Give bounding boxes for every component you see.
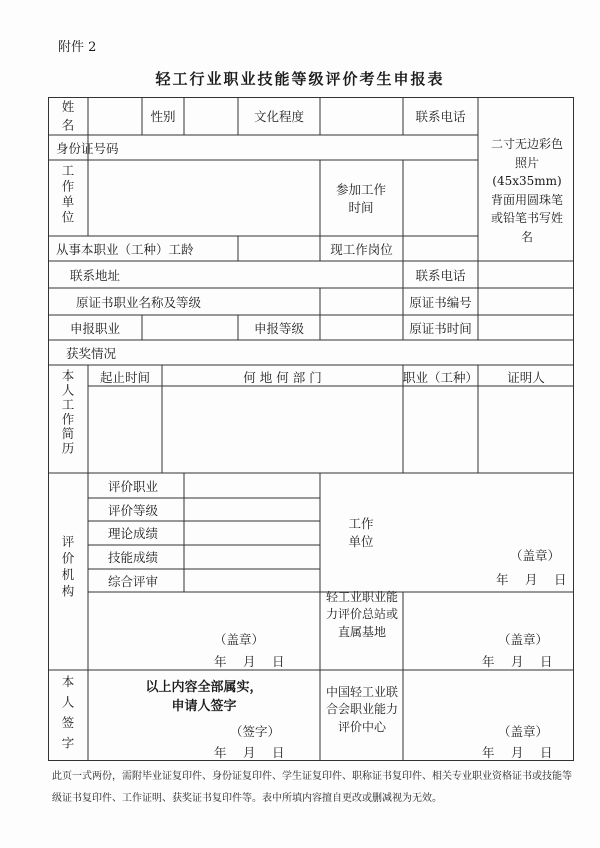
- footnote: 此页一式两份，需附毕业证复印件、身份证复印件、学生证复印件、职称证书复印件、相关专业职业资格证书或技能等级证书复印件、工作证明、获奖证书复印件等。表中所填内容擅自更改或删减视为无效。: [52, 771, 572, 804]
- declaration-line-2: 申请人签字: [171, 699, 237, 714]
- label-occupation: 职业（工种）: [403, 370, 479, 385]
- date-eval-org: 年 月 日: [214, 654, 285, 669]
- date-work-unit: 年 月 日: [496, 572, 567, 587]
- seal-center: （盖章）: [498, 724, 549, 739]
- label-work-unit: 工作单位: [60, 164, 75, 226]
- label-phone-2: 联系电话: [415, 268, 466, 283]
- seal-eval-org: （盖章）: [214, 632, 265, 647]
- label-resume: 本人工作简历: [60, 369, 75, 456]
- attachment-label: 附件 2: [58, 40, 97, 55]
- form-title: 轻工行业职业技能等级评价考生申报表: [155, 70, 445, 88]
- label-current-post: 现工作岗位: [330, 242, 393, 257]
- label-phone: 联系电话: [415, 109, 466, 124]
- label-station: 轻工业职业能力评价总站或直属基地: [325, 590, 398, 639]
- label-work-unit-2: 工作单位: [348, 516, 374, 550]
- application-form-table: [48, 97, 574, 761]
- photo-box-note: 二寸无边彩色照片(45x35mm)背面用圆珠笔或铅笔书写姓名: [490, 137, 563, 244]
- label-overall-review: 综合评审: [108, 574, 159, 589]
- label-center: 中国轻工业联合会职业能力评价中心: [325, 685, 398, 734]
- label-orig-cert-number: 原证书编号: [409, 295, 472, 310]
- label-eval-level: 评价等级: [108, 503, 159, 518]
- label-name: 姓名: [60, 100, 75, 137]
- signature-placeholder: （签字）: [230, 724, 281, 739]
- label-orig-cert-time: 原证书时间: [409, 321, 472, 336]
- label-skill-score: 技能成绩: [108, 550, 159, 565]
- seal-work-unit: （盖章）: [510, 548, 561, 563]
- label-eval-occupation: 评价职业: [108, 479, 159, 494]
- label-orig-cert-name-level: 原证书职业名称及等级: [76, 295, 202, 310]
- date-station: 年 月 日: [482, 654, 553, 669]
- label-education: 文化程度: [253, 109, 304, 124]
- seal-station: （盖章）: [498, 632, 549, 647]
- label-id-number: 身份证号码: [56, 141, 119, 156]
- label-apply-occupation: 申报职业: [69, 321, 120, 336]
- label-apply-level: 申报等级: [253, 321, 304, 336]
- label-where-dept: 何 地 何 部 门: [243, 370, 322, 385]
- label-witness: 证明人: [507, 370, 545, 385]
- label-self-sign: 本人签字: [60, 675, 75, 757]
- date-center: 年 月 日: [482, 745, 553, 760]
- label-eval-org: 评价机构: [60, 535, 75, 601]
- label-address: 联系地址: [70, 268, 121, 283]
- label-period: 起止时间: [99, 370, 150, 385]
- label-work-start: 参加工作时间: [335, 182, 386, 216]
- declaration-line-1: 以上内容全部属实，: [145, 680, 263, 695]
- label-years-in-job: 从事本职业（工种）工龄: [56, 242, 194, 257]
- label-awards: 获奖情况: [66, 346, 117, 361]
- label-theory-score: 理论成绩: [108, 526, 159, 541]
- label-gender: 性别: [150, 109, 176, 124]
- date-self-sign: 年 月 日: [214, 745, 285, 760]
